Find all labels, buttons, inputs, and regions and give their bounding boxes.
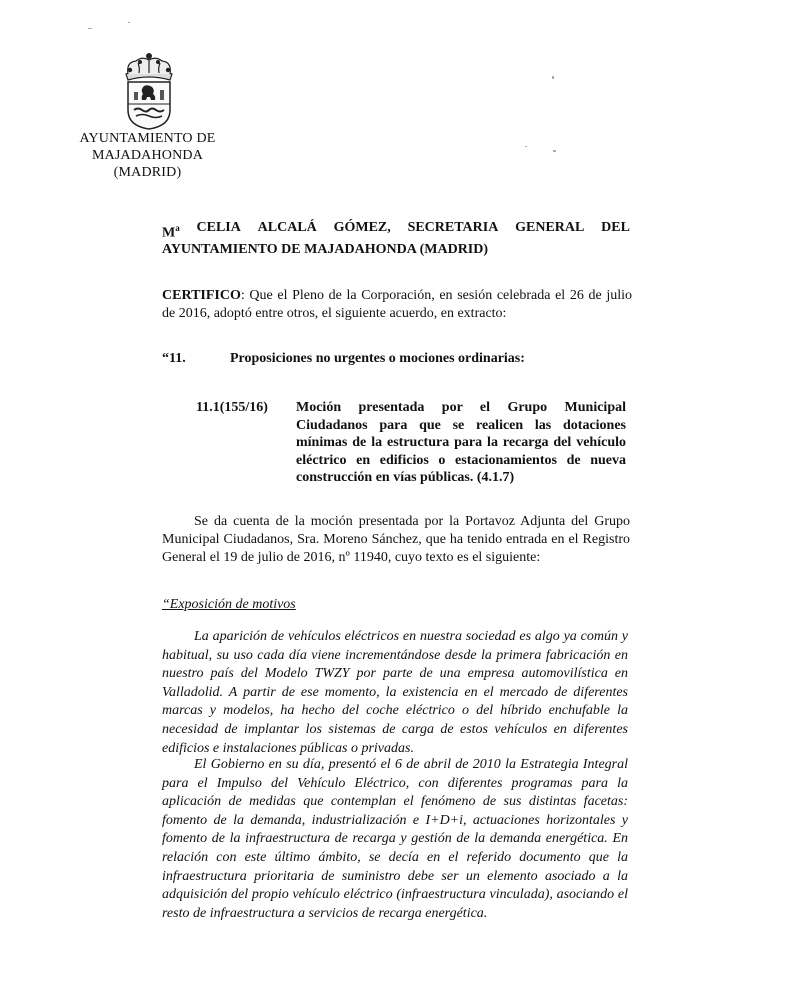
title-line2: AYUNTAMIENTO DE MAJADAHONDA (MADRID) (162, 241, 489, 257)
certifico-text: : Que el Pleno de la Corporación, en sesión celebrada el 26 de julio de 2016, adoptó entre otros, el siguiente acuerdo, en extracto: (162, 288, 632, 321)
section-title: Proposiciones no urgentes o mociones ordinarias: (230, 351, 525, 366)
scan-speck (552, 76, 554, 79)
scan-speck (88, 28, 92, 29)
title-line1 (162, 220, 630, 242)
letterhead-line1: AYUNTAMIENTO DE (79, 131, 216, 146)
letterhead (60, 130, 235, 181)
certifico-label: CERTIFICO (162, 288, 241, 303)
title-word: GENERAL (515, 220, 585, 235)
coat-of-arms-icon (118, 52, 180, 130)
title-word: GÓMEZ, (333, 220, 391, 235)
certifico-paragraph (162, 287, 632, 323)
motives-paragraph: La aparición de vehículos eléctricos en nuestra sociedad es algo ya común y habitual, su uso cada día viene incrementándose desde la primera fabricación en nuestro país del Modelo TWZY por parte de una empresa automovilística en Valladolid. A partir de ese momento, la existencia en el mercado de diferentes marcas y modelos, ha hecho del coche eléctrico o del híbrido enchufable la necesidad de implantar los sistemas de carga de estos vehículos en diferentes edificios e instalaciones públicas o privadas. (162, 629, 628, 756)
title-prefix: $M^a$ (162, 223, 180, 241)
scan-speck (525, 146, 527, 147)
item-number: 11.1(155/16) (196, 400, 268, 415)
title-word: ALCALÁ (257, 220, 317, 235)
title-word: DEL (601, 220, 630, 235)
title-word: CELIA (196, 220, 241, 235)
item-title: Moción presentada por el Grupo Municipal Ciudadanos para que se realicen las dotaciones mínimas de la estructura para la recarga del vehículo eléctrico en edificios o estacionamientos de nueva construcción en vías públicas. (4.1.7) (296, 400, 626, 485)
scan-speck (553, 150, 556, 152)
scan-speck (128, 22, 130, 23)
motives-heading: “Exposición de motivos (162, 597, 296, 612)
intro-paragraph: Se da cuenta de la moción presentada por la Portavoz Adjunta del Grupo Municipal Ciudadanos, Sra. Moreno Sánchez, que ha tenido entrada en el Registro General el 19 de julio de 2016, nº 11940, cuyo texto es el siguiente: (162, 514, 630, 565)
title-word: SECRETARIA (407, 220, 499, 235)
letterhead-line2: MAJADAHONDA (91, 148, 204, 163)
document-title (162, 220, 630, 258)
letterhead-line3: (MADRID) (113, 165, 182, 180)
motives-paragraph: El Gobierno en su día, presentó el 6 de abril de 2010 la Estrategia Integral para el Impulso del Vehículo Eléctrico, con diferentes programas para la aplicación de medidas que contemplan el fenómeno de sus distintas facetas: fomento de la demanda, industrialización e I+D+i, actuaciones horizontales y fomento de la infraestructura de recarga y gestión de la demanda energética. En relación con este último ámbito, se decía en el referido documento que la infraestructura prioritaria de suministro debe ser un elemento asociado a la adquisición del propio vehículo eléctrico (infraestructura vinculada), asociando el resto de infraestructura a servicios de recarga energética. (162, 757, 628, 921)
section-number: “11. (162, 351, 186, 366)
